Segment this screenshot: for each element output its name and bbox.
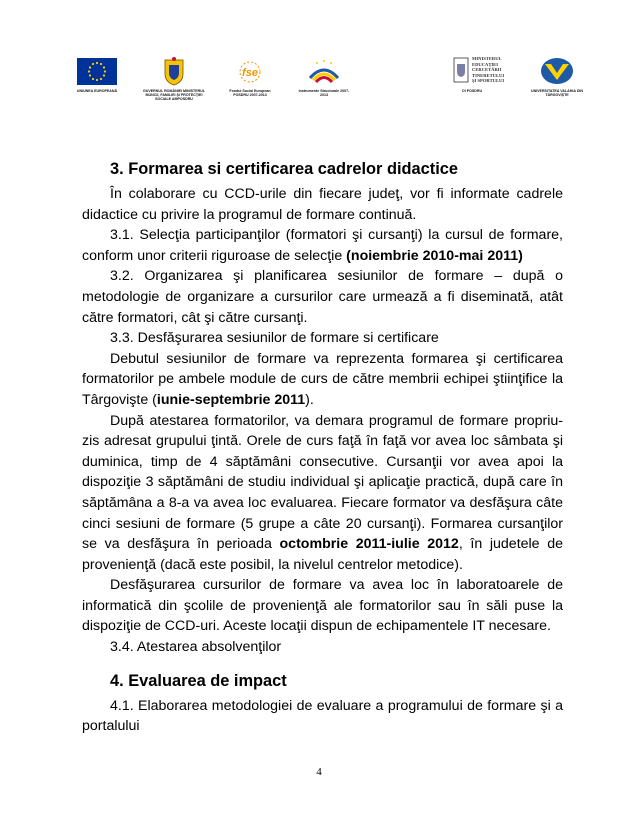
logo-caption-eu: UNIUNEA EUROPEANĂ bbox=[76, 89, 118, 93]
ministry-seal-line: CERCETĂRII bbox=[472, 67, 502, 73]
section-3-3-paragraph bbox=[82, 349, 563, 411]
training-program-paragraph bbox=[82, 411, 563, 576]
valahia-university-logo-icon bbox=[539, 56, 575, 86]
ministry-seal-line: EDUCAŢIEI bbox=[472, 61, 499, 67]
paragraph-text: 3.1. Selecţia participanţilor (formatori şi cursanţi) la cursul de formare, conform unor criterii riguroase de selecţie bbox=[82, 227, 563, 264]
section-3-heading: 3. Formarea si certificarea cadrelor didactice bbox=[110, 160, 459, 178]
fse-logo-icon bbox=[234, 60, 266, 84]
date-range-bold: iunie-septembrie 2011 bbox=[156, 391, 306, 408]
romania-coat-of-arms-icon bbox=[163, 56, 185, 86]
ministry-seal-line: ŞI SPORTULUI bbox=[472, 78, 505, 84]
logo-caption-fse: Fondul Social European POSDRU 2007-2013 bbox=[229, 89, 271, 98]
document-body bbox=[82, 158, 563, 737]
paragraph-text: Debutul sesiunilor de formare va reprezenta formarea şi certificarea formatorilor pe ambele module de curs de către membrii echipei ştiinţifice la Târgovişte ( bbox=[82, 350, 563, 408]
section-3-intro: În colaborare cu CCD-urile din fiecare judeţ, vor fi informate cadrele didactice cu privire la programul de formare continuă. bbox=[82, 186, 563, 223]
logo-caption-oi-posdru: OI POSDRU bbox=[461, 89, 483, 93]
structural-instruments-logo-icon bbox=[307, 58, 341, 86]
paragraph-text: , în judetele de provenienţă (dacă este posibil, la nivelul centrelor metodice). bbox=[82, 536, 563, 573]
section-4-heading: 4. Evaluarea de impact bbox=[110, 671, 287, 690]
logo-caption-government: GUVERNUL ROMÂNIEI MINISTERUL MUNCII, FAMILIEI ŞI PROTECŢIEI SOCIALE AMPOSDRU bbox=[142, 89, 206, 102]
section-3-3-title: 3.3. Desfăşurarea sesiunilor de formare si certificare bbox=[110, 330, 439, 347]
logo-caption-university: UNIVERSITATEA VALAHIA DIN TÂRGOVIŞTE bbox=[530, 89, 584, 98]
date-range-bold: octombrie 2011-iulie 2012 bbox=[279, 536, 459, 553]
training-location-paragraph: Desfăşurarea cursurilor de formare va avea loc în laboratoarele de informatică din şcolile de provenienţă ale formatorilor sau în săli puse la dispoziţie de CCD-uri. Aceste locaţii dispun de echipamentele IT necesare. bbox=[82, 577, 563, 635]
section-3-4-title: 3.4. Atestarea absolvenţilor bbox=[110, 639, 282, 656]
section-3-1-paragraph bbox=[82, 225, 563, 266]
date-range-bold: (noiembrie 2010-mai 2011) bbox=[346, 247, 523, 264]
eu-flag-icon bbox=[77, 58, 117, 85]
ministry-seal-line: MINISTERUL bbox=[472, 56, 502, 61]
ministry-education-logo-icon bbox=[452, 56, 470, 84]
svg-text:fse: fse bbox=[242, 67, 258, 79]
section-4-1-paragraph: 4.1. Elaborarea metodologiei de evaluare a programului de formare şi a portalului bbox=[82, 697, 563, 735]
ministry-seal-text bbox=[472, 56, 522, 84]
section-3-2-paragraph: 3.2. Organizarea şi planificarea sesiunilor de formare – după o metodologie de organizare a cursurilor care urmează a fi diseminată, atât către formatori, cât şi către cursanţi. bbox=[82, 268, 563, 326]
paragraph-text: După atestarea formatorilor, va demara programul de formare propriu-zis adresat grupului ţintă. Orele de curs faţă în faţă vor avea loc sâmbata şi duminica, timp de 4 săptămâni consecutive. Cursanţii vor avea apoi la dispoziţie 3 săptămâni de studiu individual şi aplicaţie practică, după care în săptămâna a 8-a va avea loc evaluarea. Fiecare formator va desfăşura câte cinci sesiuni de formare (5 grupe a câte 20 cursanţi). Formarea cursanţilor se va desfăşura în perioada bbox=[82, 412, 563, 553]
ministry-seal-line: TINERETULUI bbox=[472, 72, 505, 78]
page-number: 4 bbox=[316, 766, 322, 778]
header-logos bbox=[0, 0, 638, 140]
logo-caption-structural: Instrumente Structurale 2007-2013 bbox=[298, 89, 350, 98]
paragraph-text: ). bbox=[305, 391, 314, 408]
